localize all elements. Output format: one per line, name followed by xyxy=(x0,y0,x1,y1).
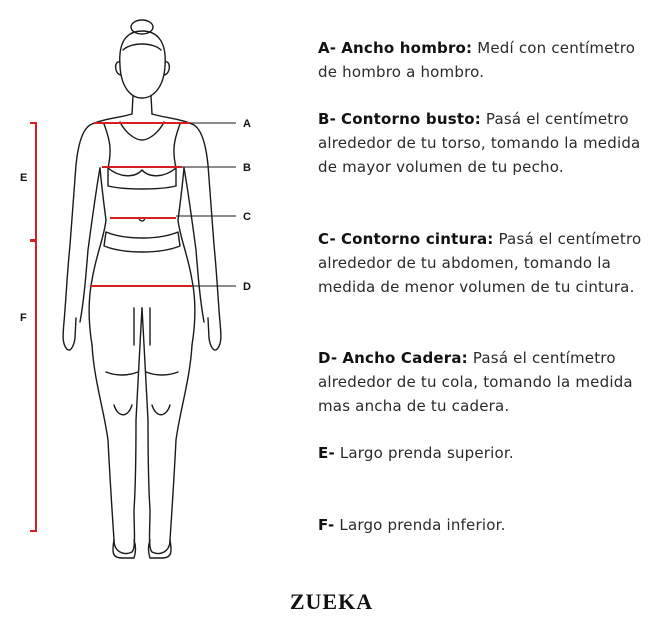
instruction-a-code: A- xyxy=(318,39,337,57)
instruction-e-code: E- xyxy=(318,444,335,462)
instruction-e xyxy=(318,441,658,465)
instruction-d-text: Pasá el centímetro alrededor de tu cola, tomando la medida mas ancha de tu cadera. xyxy=(318,349,633,415)
instruction-a-title: Ancho hombro: xyxy=(341,39,473,57)
instruction-d xyxy=(318,346,658,418)
instruction-b-text: Pasá el centímetro alrededor de tu torso, tomando la medida de mayor volumen de tu pecho. xyxy=(318,110,641,176)
label-a: A xyxy=(243,118,251,130)
instruction-c-text: Pasá el centímetro alrededor de tu abdomen, tomando la medida de menor volumen de tu cintura. xyxy=(318,230,642,296)
instruction-a-text: Medí con centímetro de hombro a hombro. xyxy=(318,39,636,81)
instruction-a xyxy=(318,36,658,84)
instruction-f xyxy=(318,513,658,537)
bracket-f xyxy=(30,241,36,531)
label-f: F xyxy=(20,312,27,324)
instruction-c-code: C- xyxy=(318,230,336,248)
instruction-d-title: Ancho Cadera: xyxy=(342,349,468,367)
measurement-lines xyxy=(30,123,192,531)
label-c: C xyxy=(243,211,251,223)
instruction-e-text: Largo prenda superior. xyxy=(339,444,514,462)
brand-logo: ZUEKA xyxy=(289,589,374,614)
label-d: D xyxy=(243,281,251,293)
instruction-b-code: B- xyxy=(318,110,337,128)
instruction-c xyxy=(318,227,658,299)
instruction-f-code: F- xyxy=(318,516,335,534)
bracket-e xyxy=(30,123,36,240)
label-e: E xyxy=(20,172,28,184)
instruction-c-title: Contorno cintura: xyxy=(340,230,494,248)
instruction-f-text: Largo prenda inferior. xyxy=(339,516,506,534)
body-outline xyxy=(63,20,221,558)
instruction-b xyxy=(318,107,658,179)
instruction-d-code: D- xyxy=(318,349,338,367)
label-b: B xyxy=(243,162,251,174)
instruction-b-title: Contorno busto: xyxy=(341,110,481,128)
